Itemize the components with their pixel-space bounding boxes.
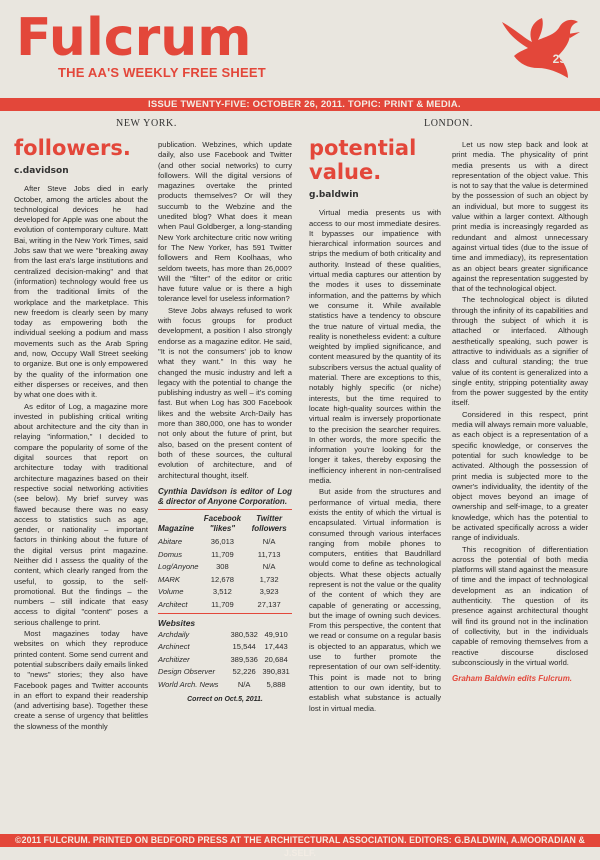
table-header: Twitter followers xyxy=(251,513,287,534)
place-left: NEW YORK. xyxy=(116,118,177,129)
table-row: Log/Anyone 308 N/A xyxy=(158,562,276,572)
paragraph: Considered in this respect, print media will always remain more valuable, as each object is a representation of a specific knowledge, or conserves the potential for such knowledge to be activated. Although the possession of print media is subjected more to the owner's individuality, the identity of the object moves beyond an image of ownership and self-image, to a greater knowledge, which has the potential to be activated specifically across a wider range of individuals. xyxy=(452,409,588,543)
table-row: Archdaily 380,532 49,910 xyxy=(158,629,288,639)
article1-headline: followers. xyxy=(14,136,131,160)
footer: ©2011 FULCRUM. PRINTED ON BEDFORD PRESS AT THE ARCHITECTURAL ASSOCIATION. EDITORS: G.BALDWIN, A.MOORADIAN & J.SELF. xyxy=(0,834,600,847)
table-row: Architect 11,709 27,137 xyxy=(158,599,281,609)
table-row: Abitare 36,013 N/A xyxy=(158,537,276,547)
masthead xyxy=(14,10,586,96)
paragraph: Virtual media presents us with access to our most immediate desires. It bypasses our impatience with hierarchical information sources and strips the medium of both criticality and authority. Instead of these qualities, virtual media captures our attention by the modes it uses to disseminate information, and the patterns by which we consume it. While available statistics have a tendency to obscure the true nature of virtual media, the reality is nonetheless evident: a culture weighted by implied significance, and content measured by the quantity of its subscribers versus the actual quality of material. There are exceptions to this, notably highly specific (or niche) interests, but the time required to locate high-quality sources within the virtual realm is inversely proportionate to the precision the searcher requires. In other words, the more specific the information you're looking for the longer it takes, thereby exposing the inefficiency inherent in non-centralised media. xyxy=(309,208,441,486)
table-header: Magazine xyxy=(158,524,195,534)
table-row: World Arch. News N/A 5,888 xyxy=(158,679,286,689)
paragraph: After Steve Jobs died in early October, among the articles about the technological devices he had developed for Apple was one about the evolution of contemporary culture. Matt Bai, writing in the New York Times, said Jobs saw that we were "breaking away from the last era's large institutions and centralized decision-making" and that (information) technology would free us from the traditional limits of the workplace and the marketplace. This new freedom is clearly seen by many today as empowering both the individual seeking a podium and mass movements such as the Arab Spring and, now, Occupy Wall Street seeking to organize. But one is only empowered by the quality of the information one either disperses or receives, and then by what one does with it. xyxy=(14,184,148,400)
table-row: Volume 3,512 3,923 xyxy=(158,587,279,597)
duck-icon xyxy=(498,12,582,90)
article1-column1 xyxy=(14,136,148,733)
paragraph: As editor of Log, a magazine more invested in publishing critical writing about architecture and the city than in relaying "information," I decided to compare the popularity of some of the digital sources that report on architecture today with traditional architecture magazines based on their respective social networking activities (see below). My brief survey was flawed because there was no easy access to statistics such as age, gender, or nationality – important factors in thinking about the future of the digital versus print magazine. Neither did I assess the quality of the content, which clearly ranged from the useful, to gossip, to the self-promotional. But the findings – the numbers – still indicate that easy access to digital "content" poses a serious challenge to print. xyxy=(14,401,148,627)
table-row: Domus 11,709 11,713 xyxy=(158,549,281,559)
social-stats-table xyxy=(158,512,292,612)
issue-number: 25 xyxy=(552,52,566,66)
paragraph: This recognition of differentiation across the potential of both media platforms will stand against the measure of time and the impact of technological development as an indication of authenticity. The question of its presence against architectural thought will find its ground not in the inclination of collectivity, but in the individuals capable of removing themselves from a reactive discourse disclosed subconsciously in the virtual world. xyxy=(452,544,588,667)
table-row: MARK 12,678 1,732 xyxy=(158,574,279,584)
publication-subtitle: THE AA'S WEEKLY FREE SHEET xyxy=(58,65,266,80)
divider xyxy=(158,613,292,614)
author-credit: Graham Baldwin edits Fulcrum. xyxy=(452,674,573,684)
divider xyxy=(158,509,292,510)
article1-byline: c.davidson xyxy=(14,166,69,176)
article2-column3 xyxy=(309,136,441,715)
paragraph: publication. Webzines, which update daily, also use Facebook and Twitter (and other social networks) to curry followers. Will the digital versions of magazines overtake the printed products themselves? Or will they succumb to the Webzine and the unedited blog? What does it mean when Paul Goldberger, a long-standing New York architecture critic now writing for The New Yorker, has 591 Twitter followers and Rem Koolhaas, who seldom tweets, has more than 26,000? Will the "filter" of the editor or critic have future value or is there a high tolerance level for useless information? xyxy=(158,140,292,304)
article2-column4 xyxy=(452,140,588,685)
paragraph: Let us now step back and look at print media. The physicality of print media presents us with a direct representation of the object value. This is not to say that the value is determined by the possession of such an object by an individual, but more to suggest its value within a larger context. Although print media is increasingly regarded as redundant and almost unnecessary against virtual tides (due to the issue of time and immediacy), its representation as an object bears greater significance against the representation suggested by that of the technological object. xyxy=(452,140,588,294)
editor-note: Cynthia Davidson is editor of Log & director of Anyone Corporation. xyxy=(158,486,292,506)
table-row: Architizer 389,536 20,684 xyxy=(158,654,288,664)
article2-byline: g.baldwin xyxy=(309,190,359,200)
paragraph: Steve Jobs always refused to work with focus groups for product development, a position I also strongly endorse as a magazine editor. He said, "It is not the consumers' job to know what they want." In this way he changed the music industry and left a legacy with the potential to change the publishing industry as well – it's coming fast. But when Log has 300 Facebook likes and the website Arch-Daily has more than 380,000, one has to wonder not only about the future of print, but also, based on the present content of both of these sources, the cultural evolution of architecture, and of architectural thought, itself. xyxy=(158,305,292,480)
paragraph: The technological object is diluted through the infinity of its capabilities and through the subject of which it is attached or interfaced. Although aesthetically speaking, such power is attractive to individuals as a signifier of class and cultural standing; the true value of its content is generalized into a single entity, stripping potentiality away from the power suggested by the entity itself. xyxy=(452,295,588,408)
article1-column2 xyxy=(158,140,292,705)
publication-title: Fulcrum xyxy=(16,8,252,68)
table-row: Archinect 15,544 17,443 xyxy=(158,642,288,652)
table-row: Design Observer 52,226 390,831 xyxy=(158,667,290,677)
issue-bar: ISSUE TWENTY-FIVE: OCTOBER 26, 2011. TOPIC: PRINT & MEDIA. xyxy=(0,98,600,111)
websites-subhead: Websites xyxy=(158,618,196,629)
websites-stats-table xyxy=(158,629,292,692)
paragraph: But aside from the structures and performance of virtual media, there exists the entity of which the virtual is encapsulated. Virtual information is consumed through various interfaces ranging from mobile phones to computers, entities that Baudrillard would come to define as technological objects. What these objects actually represent is not the value or the quality of the content of which they are capable of generating or accessing, but the image of owning such devices. From this perspective, the content that we read or consume on a regular basis is objected to an apparatus, which we use to further promote the representation of our own self-identity. This point is made not to bring attention to our own identity, but to establish what substance is actually lost in virtual media. xyxy=(309,487,441,713)
paragraph: Most magazines today have websites on which they reproduce printed content. Some send current and potential subscribers daily emails linked to "news" stories; they also have Facebook pages and Twitter accounts in an effort to expand their readership (and advertising base). Together these create a sense of urgency that belittles the slowness of the monthly xyxy=(14,629,148,731)
correction-note: Correct on Oct.5, 2011. xyxy=(187,696,263,704)
article2-headline: potential value. xyxy=(309,136,417,184)
table-header: Facebook "likes" xyxy=(203,513,242,534)
place-right: LONDON. xyxy=(424,118,473,129)
